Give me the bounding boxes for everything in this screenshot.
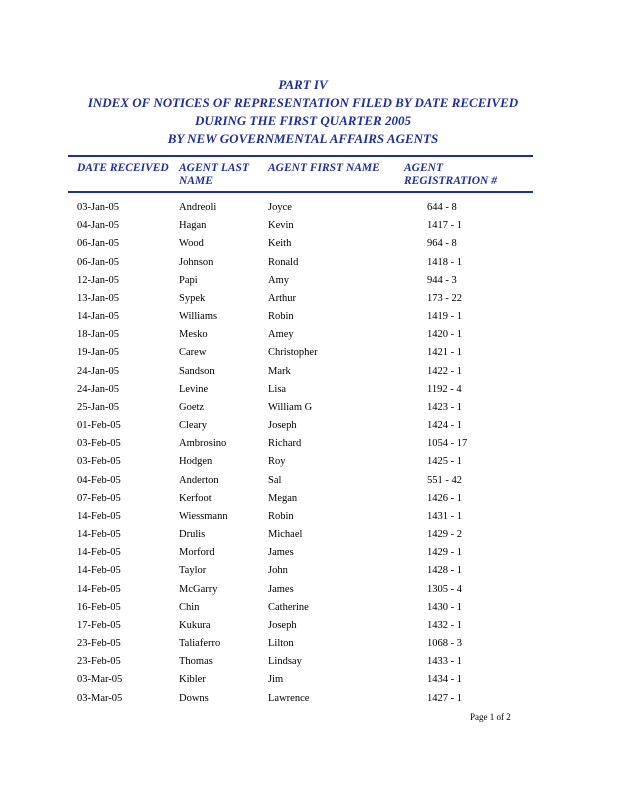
cell-agent-registration: 173 - 22 [427,292,462,304]
cell-agent-registration: 1305 - 4 [427,583,462,595]
cell-agent-last-name: Andreoli [179,202,217,213]
cell-agent-last-name: Anderton [179,474,219,486]
cell-agent-first-name: John [268,565,288,577]
cell-agent-registration: 644 - 8 [427,202,457,213]
cell-agent-first-name: Robin [268,510,294,522]
cell-agent-first-name: Ronald [268,256,299,268]
cell-date-received: 23-Feb-05 [77,638,121,650]
cell-agent-first-name: Sal [268,474,282,486]
table-row [0,635,618,653]
cell-agent-first-name: Amey [268,329,294,341]
cell-agent-last-name: Kerfoot [179,492,212,504]
table-row [0,308,618,326]
cell-agent-registration: 1417 - 1 [427,220,462,232]
cell-date-received: 14-Feb-05 [77,565,121,577]
cell-agent-last-name: Sypek [179,292,206,304]
cell-agent-last-name: Wiessmann [179,510,228,522]
column-header-first-name-label: AGENT FIRST NAME [268,162,380,174]
cell-agent-registration: 944 - 3 [427,274,457,286]
cell-agent-first-name: Jim [268,674,284,686]
cell-date-received: 03-Mar-05 [77,674,123,686]
cell-agent-registration: 1425 - 1 [427,456,462,468]
cell-agent-registration: 1423 - 1 [427,401,462,413]
cell-agent-last-name: Levine [179,383,209,395]
cell-agent-first-name: Michael [268,529,303,541]
cell-date-received: 17-Feb-05 [77,619,121,631]
cell-agent-registration: 1432 - 1 [427,619,462,631]
cell-agent-last-name: Carew [179,347,207,359]
cell-agent-registration: 1426 - 1 [427,492,462,504]
cell-date-received: 14-Jan-05 [77,311,119,323]
cell-agent-last-name: Thomas [179,656,213,668]
cell-agent-last-name: Williams [179,311,218,323]
column-header-agent-registration [404,162,497,188]
column-header-last-name-line1: AGENT LAST [179,162,249,174]
cell-agent-registration: 1421 - 1 [427,347,462,359]
title-part: PART IV [278,77,328,92]
cell-date-received: 12-Jan-05 [77,274,119,286]
table-row [0,235,618,253]
cell-agent-registration: 964 - 8 [427,238,457,250]
title-index: INDEX OF NOTICES OF REPRESENTATION FILED BY DATE RECEIVED [87,95,519,110]
cell-date-received: 18-Jan-05 [77,329,119,341]
table-row [0,326,618,344]
page-number: Page 1 of 2 [470,712,511,722]
column-header-agent-first-name [268,162,380,175]
title-scope: BY NEW GOVERNMENTAL AFFAIRS AGENTS [167,131,439,146]
cell-date-received: 03-Jan-05 [77,202,119,213]
cell-agent-registration: 1054 - 17 [427,438,468,450]
column-header-date-received [77,162,169,175]
cell-agent-first-name: Megan [268,492,298,504]
cell-agent-first-name: James [268,547,294,559]
cell-agent-first-name: Mark [268,365,291,377]
table-row [0,399,618,417]
cell-agent-last-name: Wood [179,238,204,250]
cell-agent-registration: 1424 - 1 [427,420,462,432]
cell-agent-registration: 1433 - 1 [427,656,462,668]
column-header-date-label: DATE RECEIVED [77,162,169,174]
table-row [0,508,618,526]
cell-agent-last-name: Taliaferro [179,638,221,650]
cell-agent-first-name: Robin [268,311,294,323]
cell-agent-last-name: Downs [179,692,209,704]
cell-agent-last-name: Drulis [179,529,206,541]
cell-agent-last-name: Sandson [179,365,215,377]
cell-agent-first-name: Lawrence [268,692,310,704]
cell-date-received: 19-Jan-05 [77,347,119,359]
title-period: DURING THE FIRST QUARTER 2005 [195,113,411,128]
cell-agent-last-name: Chin [179,601,200,613]
cell-date-received: 03-Feb-05 [77,438,121,450]
cell-agent-last-name: Hagan [179,220,207,232]
cell-agent-last-name: Mesko [179,329,208,341]
table-row [0,544,618,562]
cell-agent-first-name: Arthur [268,292,296,304]
cell-date-received: 04-Jan-05 [77,220,119,232]
cell-agent-first-name: William G [268,401,313,413]
table-row [0,272,618,290]
document-title [0,76,606,148]
cell-agent-first-name: Lilton [268,638,294,650]
cell-agent-registration: 1192 - 4 [427,383,462,395]
column-header-agent-last-name [179,162,249,188]
table-row [0,417,618,435]
table-row [0,472,618,490]
cell-agent-registration: 1068 - 3 [427,638,462,650]
cell-agent-registration: 1434 - 1 [427,674,462,686]
cell-agent-first-name: James [268,583,294,595]
cell-date-received: 14-Feb-05 [77,510,121,522]
cell-agent-registration: 1429 - 1 [427,547,462,559]
cell-agent-registration: 1431 - 1 [427,510,462,522]
cell-agent-registration: 1428 - 1 [427,565,462,577]
column-header-last-name-line2: NAME [179,175,213,187]
cell-agent-last-name: Kibler [179,674,206,686]
table-row [0,562,618,580]
cell-agent-first-name: Joseph [268,420,297,432]
cell-agent-last-name: Morford [179,547,215,559]
cell-agent-first-name: Lindsay [268,656,302,668]
cell-agent-first-name: Kevin [268,220,294,232]
table-row [0,217,618,235]
header-rule-top [68,155,533,157]
cell-agent-first-name: Lisa [268,383,287,395]
cell-agent-last-name: Cleary [179,420,207,432]
cell-agent-first-name: Joseph [268,619,297,631]
cell-date-received: 07-Feb-05 [77,492,121,504]
table-row [0,599,618,617]
cell-agent-first-name: Catherine [268,601,309,613]
cell-date-received: 01-Feb-05 [77,420,121,432]
cell-date-received: 14-Feb-05 [77,529,121,541]
cell-agent-registration: 1418 - 1 [427,256,462,268]
cell-date-received: 25-Jan-05 [77,401,119,413]
table-row [0,199,618,217]
cell-agent-last-name: Johnson [179,256,214,268]
table-row [0,381,618,399]
header-rule-bottom [68,191,533,193]
table-row [0,453,618,471]
cell-agent-first-name: Roy [268,456,286,468]
cell-agent-last-name: Hodgen [179,456,213,468]
cell-date-received: 03-Mar-05 [77,692,123,704]
cell-agent-first-name: Amy [268,274,289,286]
cell-date-received: 06-Jan-05 [77,238,119,250]
table-row [0,581,618,599]
cell-agent-first-name: Keith [268,238,292,250]
cell-agent-registration: 1420 - 1 [427,329,462,341]
table-row [0,344,618,362]
cell-agent-last-name: Kukura [179,619,211,631]
cell-date-received: 14-Feb-05 [77,583,121,595]
table-row [0,435,618,453]
table-row [0,617,618,635]
column-header-registration-line2: REGISTRATION # [404,175,497,187]
column-header-registration-line1: AGENT [404,162,443,174]
cell-agent-first-name: Joyce [268,202,292,213]
table-row [0,490,618,508]
table-row [0,690,618,708]
table-row [0,290,618,308]
cell-agent-last-name: Taylor [179,565,207,577]
table-row [0,526,618,544]
agent-table-body [0,199,618,708]
cell-date-received: 24-Jan-05 [77,365,119,377]
table-row [0,363,618,381]
cell-date-received: 04-Feb-05 [77,474,121,486]
table-row [0,254,618,272]
cell-agent-first-name: Richard [268,438,302,450]
cell-date-received: 03-Feb-05 [77,456,121,468]
table-row [0,671,618,689]
cell-agent-last-name: Ambrosino [179,438,227,450]
table-row [0,653,618,671]
cell-date-received: 13-Jan-05 [77,292,119,304]
cell-agent-last-name: Papi [179,274,198,286]
cell-date-received: 06-Jan-05 [77,256,119,268]
cell-agent-last-name: Goetz [179,401,205,413]
cell-agent-registration: 551 - 42 [427,474,462,486]
cell-date-received: 23-Feb-05 [77,656,121,668]
cell-agent-registration: 1422 - 1 [427,365,462,377]
cell-agent-registration: 1429 - 2 [427,529,462,541]
cell-date-received: 14-Feb-05 [77,547,121,559]
cell-agent-first-name: Christopher [268,347,318,359]
cell-agent-last-name: McGarry [179,583,218,595]
cell-date-received: 24-Jan-05 [77,383,119,395]
cell-agent-registration: 1419 - 1 [427,311,462,323]
cell-date-received: 16-Feb-05 [77,601,121,613]
cell-agent-registration: 1427 - 1 [427,692,462,704]
cell-agent-registration: 1430 - 1 [427,601,462,613]
